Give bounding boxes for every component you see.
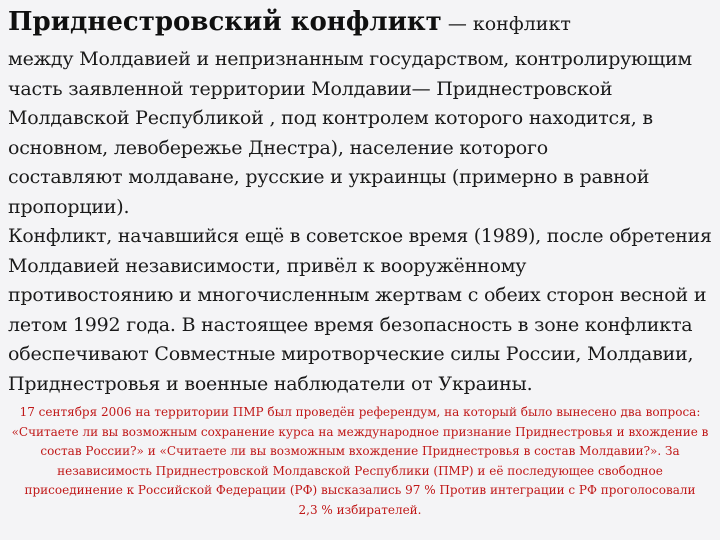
main-text-block [8, 2, 716, 399]
referendum-footnote [4, 403, 716, 520]
text-line: между Молдавией и непризнанным государством, контролирующим [8, 48, 693, 70]
footnote-line: 17 сентября 2006 на территории ПМР был проведён референдум, на который было вынесено два вопроса: [19, 405, 701, 419]
text-line: противостоянию и многочисленным жертвам с обеих сторон весной и [8, 284, 707, 306]
footnote-line: присоединение к Российской Федерации (РФ) высказались 97 % Против интеграции с РФ проголосовали [24, 483, 696, 497]
text-line: Приднестровья и военные наблюдатели от Украины. [8, 372, 533, 395]
footnote-line: состав России?» и «Считаете ли вы возможным вхождение Приднестровья в состав Молдавии?». За [40, 444, 680, 458]
slide-title: Приднестровский конфликт [8, 7, 442, 37]
text-line: Молдавией независимости, привёл к вооружённому [8, 254, 527, 277]
text-line: Конфликт, начавшийся ещё в советское время (1989), после обретения [8, 226, 712, 247]
footnote-line: независимость Приднестровской Молдавской Республики (ПМР) и её последующее свободное [57, 463, 663, 478]
paragraph-conflict-definition [8, 45, 716, 222]
footnote-line: «Считаете ли вы возможным сохранение курса на международное признание Приднестровья и вхождение в [11, 424, 709, 439]
text-line: обеспечивают Совместные миротворческие силы России, Молдавии, [8, 343, 694, 365]
title-continuation: — конфликт [441, 13, 571, 35]
text-line: основном, левобережье Днестра), население которого [8, 136, 549, 159]
title-line [8, 2, 716, 45]
text-line: Молдавской Республикой , под контролем которого находится, в [8, 107, 653, 129]
text-line: пропорции). [8, 195, 130, 218]
text-line: часть заявленной территории Молдавии— Приднестровской [8, 77, 613, 100]
footnote-line: 2,3 % избирателей. [298, 502, 422, 517]
paragraph-conflict-history [8, 222, 716, 399]
text-line: составляют молдаване, русские и украинцы (примерно в равной [8, 166, 650, 188]
text-line: летом 1992 года. В настоящее время безопасность в зоне конфликта [8, 313, 693, 336]
